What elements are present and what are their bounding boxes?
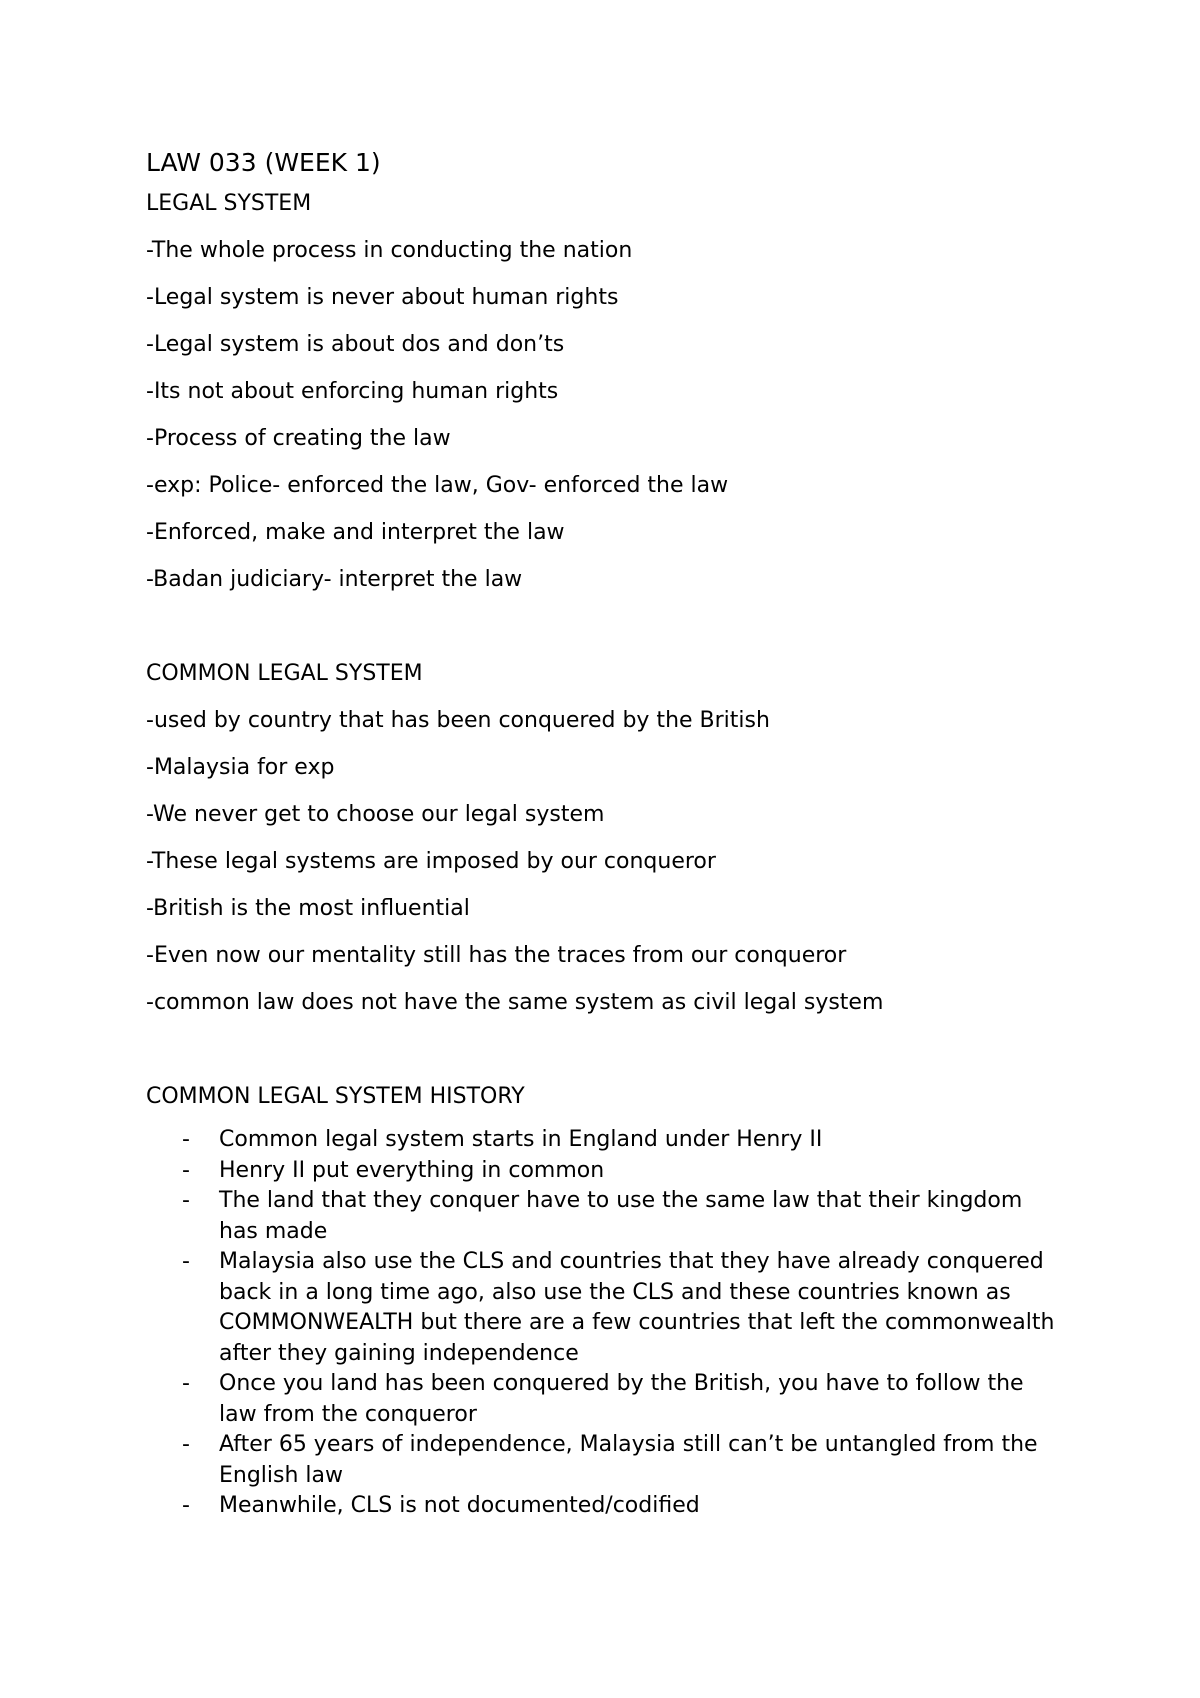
list-item-text: Malaysia also use the CLS and countries that they have already conquered back in a long time ago, also use the CLS and these countries known as COMMONWEALTH but there are a few countries that left the commonwealth after they gaining independence: [219, 1249, 1055, 1366]
common-legal-system-line: -These legal systems are imposed by our conqueror: [146, 849, 716, 874]
bullet-dash: -: [182, 1188, 190, 1213]
legal-system-line: -Legal system is never about human rights: [146, 285, 619, 310]
list-item: [146, 1125, 1066, 1156]
list-item: [146, 1430, 1066, 1491]
legal-system-line: -Process of creating the law: [146, 426, 451, 451]
list-item-text: Once you land has been conquered by the British, you have to follow the law from the conqueror: [219, 1371, 1024, 1427]
list-item-text: Henry II put everything in common: [219, 1157, 605, 1183]
legal-system-line: -Enforced, make and interpret the law: [146, 520, 565, 545]
legal-system-line: -The whole process in conducting the nation: [146, 238, 633, 263]
list-item-text: After 65 years of independence, Malaysia still can’t be untangled from the English law: [219, 1432, 1038, 1488]
common-legal-system-line: -used by country that has been conquered by the British: [146, 708, 770, 733]
section-heading-common-legal-system: COMMON LEGAL SYSTEM: [146, 661, 423, 686]
common-legal-system-line: -common law does not have the same system as civil legal system: [146, 990, 884, 1015]
list-item-text: The land that they conquer have to use the same law that their kingdom has made: [219, 1188, 1023, 1244]
section-spacer: [146, 612, 1066, 659]
document-title: LAW 033 (WEEK 1): [146, 148, 381, 177]
list-item: [146, 1247, 1066, 1369]
section-heading-legal-system: LEGAL SYSTEM: [146, 191, 312, 216]
bullet-dash: -: [182, 1157, 190, 1183]
legal-system-line: -Badan judiciary- interpret the law: [146, 567, 523, 592]
bullet-dash: -: [182, 1432, 190, 1457]
common-legal-system-line: -We never get to choose our legal system: [146, 802, 605, 827]
legal-system-line: -Its not about enforcing human rights: [146, 379, 559, 404]
legal-system-line: -exp: Police- enforced the law, Gov- enforced the law: [146, 473, 729, 498]
list-item: [146, 1186, 1066, 1247]
section-heading-cls-history: COMMON LEGAL SYSTEM HISTORY: [146, 1084, 525, 1109]
bullet-dash: -: [182, 1493, 190, 1518]
section-spacer: [146, 1035, 1066, 1082]
common-legal-system-line: -Malaysia for exp: [146, 755, 335, 780]
document-page: [146, 145, 1066, 1522]
list-item: [146, 1156, 1066, 1187]
common-legal-system-line: -Even now our mentality still has the traces from our conqueror: [146, 943, 847, 968]
bullet-dash: -: [182, 1249, 190, 1274]
cls-history-list: [146, 1125, 1066, 1522]
list-item-text: Meanwhile, CLS is not documented/codified: [219, 1493, 700, 1518]
bullet-dash: -: [182, 1127, 190, 1152]
list-item: [146, 1369, 1066, 1430]
legal-system-line: -Legal system is about dos and don’ts: [146, 332, 565, 357]
list-item-text: Common legal system starts in England under Henry II: [219, 1127, 823, 1152]
common-legal-system-line: -British is the most influential: [146, 896, 470, 921]
bullet-dash: -: [182, 1371, 190, 1396]
list-item: [146, 1491, 1066, 1522]
